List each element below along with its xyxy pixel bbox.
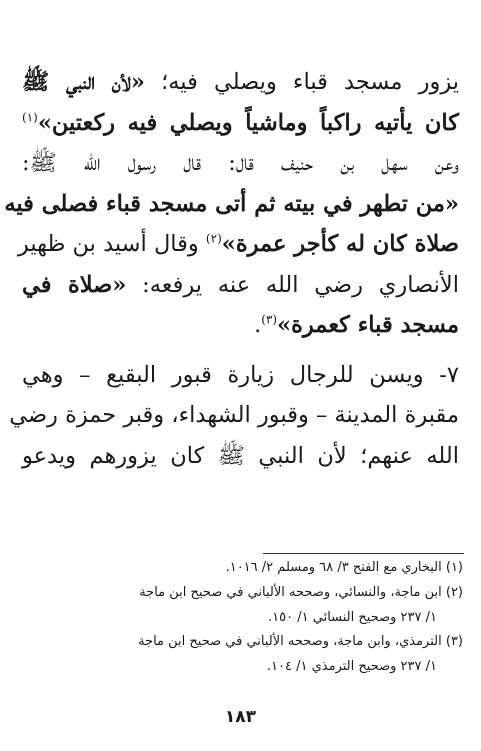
text-line (22, 103, 459, 144)
footnote-ref: (٢) (205, 231, 222, 246)
text-segment: . (254, 312, 262, 338)
footnote-text: (٢) ابن ماجة، والنسائي، وصححه الألباني في صحيح ابن ماجة (139, 584, 463, 600)
footnote (22, 581, 463, 606)
text-line (9, 395, 459, 436)
footnotes (22, 556, 463, 680)
text-line (22, 265, 459, 306)
text-segment: وعن سهل بن حنيف قال: قال رسول الله ﷺ: (22, 150, 459, 176)
footnote-text: (١) البخاري مع الفتح ٣/ ٦٨ ومسلم ٢/ ١٠١٦. (225, 560, 463, 575)
footnote-text: ١/ ٢٣٧ وصحيح النسائي ١/ ١٥٠. (268, 609, 437, 625)
text-segment: يزور مسجد قباء ويصلي فيه؛ (144, 69, 459, 95)
paragraph-gap (22, 346, 459, 355)
text-line (22, 62, 459, 103)
page-number: ١٨٣ (224, 707, 257, 727)
footnote (22, 606, 463, 631)
text-line (17, 224, 459, 265)
hadith-quote: «صلاة في (22, 271, 127, 298)
main-text (4, 62, 459, 476)
footnote-divider (263, 553, 464, 554)
hadith-quote: صلاة كان له كأجر عمرة» (221, 231, 459, 257)
footnote (22, 655, 463, 680)
footnote-text: ١/ ٢٣٧ وصحيح الترمذي ١/ ١٠٤. (266, 659, 437, 675)
text-segment: الأنصاري رضي الله عنه يرفعه: (126, 271, 459, 298)
hadith-quote: كان يأتيه راكباً وماشياً ويصلي فيه ركعتين» (37, 109, 459, 136)
footnote-ref: (١) (22, 110, 38, 124)
text-line (22, 305, 459, 346)
footnote-text: (٣) الترمذي، وابن ماجة، وصححه الألباني في صحيح ابن ماجة (138, 634, 463, 650)
hadith-quote: «من تطهر في بيته ثم أتى مسجد قباء فصلى فيه (4, 190, 459, 217)
footnote (22, 630, 463, 655)
text-line (22, 143, 459, 184)
text-line (4, 184, 459, 225)
hadith-quote: مسجد قباء كعمرة» (277, 312, 459, 338)
footnote (22, 556, 463, 581)
footnote-ref: (٣) (261, 312, 278, 327)
text-segment: مقبرة المدينة – وقبور الشهداء، وقبر حمزة رضي (9, 402, 459, 428)
text-segment: ٧- ويسن للرجال زيارة قبور البقيع – وهي (22, 361, 459, 388)
text-line (22, 436, 459, 477)
text-segment: الله عنهم؛ لأن النبي ﷺ كان يزورهم ويدعو (22, 442, 459, 469)
text-segment: وقال أسيد بن ظهير (17, 231, 206, 257)
hadith-quote: «لأن النبي ﷺ (22, 69, 145, 95)
text-line (22, 355, 459, 396)
